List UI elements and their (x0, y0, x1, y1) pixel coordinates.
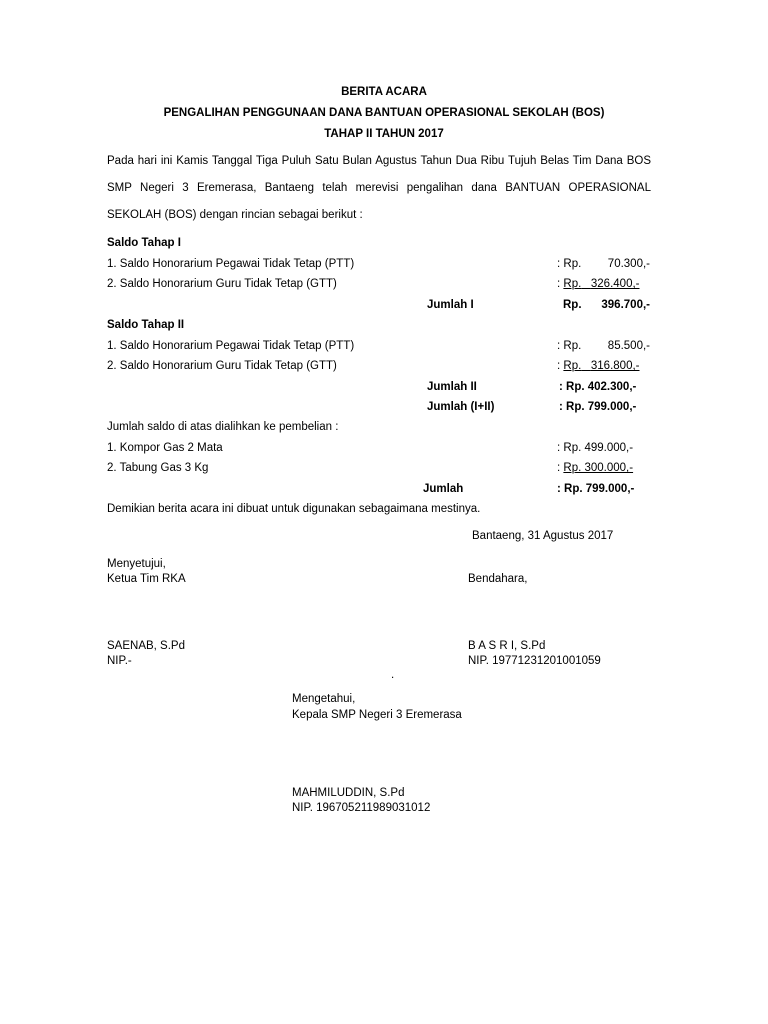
saldo1-item-2-amount: 326.400,- (590, 278, 640, 290)
purchase-item-1-label: 1. Kompor Gas 2 Mata (107, 442, 223, 454)
place-date: Bantaeng, 31 Agustus 2017 (472, 530, 614, 542)
saldo2-item-1-currency: : Rp. (557, 340, 582, 352)
saldo2-item-2-amount: 316.800,- (590, 360, 640, 372)
saldo1-item-1-label: 1. Saldo Honorarium Pegawai Tidak Tetap (PTT) (107, 258, 355, 270)
saldo2-total-label: Jumlah II (427, 381, 477, 393)
saldo1-total-label: Jumlah I (427, 299, 474, 311)
treasurer-nip: NIP. 19771231201001059 (468, 655, 601, 667)
doc-subtitle: PENGALIHAN PENGGUNAAN DANA BANTUAN OPERASIONAL SEKOLAH (BOS) (163, 107, 605, 119)
saldo2-item-1-label: 1. Saldo Honorarium Pegawai Tidak Tetap (PTT) (107, 340, 355, 352)
approver-nip: NIP.- (107, 655, 132, 667)
saldo2-item-1-amount: 85.500,- (607, 340, 650, 352)
principal-position: Kepala SMP Negeri 3 Eremerasa (292, 709, 462, 721)
saldo2-total-value: : Rp. 402.300,- (559, 381, 637, 393)
saldo1-total-amount: 396.700,- (601, 299, 650, 311)
saldo2-item-2-currency: Rp. (563, 360, 582, 372)
treasurer-name: B A S R I, S.Pd (468, 640, 546, 652)
section-heading-saldo-2: Saldo Tahap II (107, 319, 185, 331)
purchase-total-label: Jumlah (423, 483, 464, 495)
approval-label: Menyetujui, (107, 558, 166, 570)
section-heading-saldo-1: Saldo Tahap I (107, 237, 181, 249)
stray-dot: . (391, 669, 395, 681)
purchase-item-2-value: Rp. 300.000,- (563, 462, 634, 474)
approver-position: Ketua Tim RKA (107, 573, 186, 585)
saldo1-item-2-currency: Rp. (563, 278, 582, 290)
intro-line-3: SEKOLAH (BOS) dengan rincian sebagai berikut : (107, 209, 363, 221)
saldo2-item-2-label: 2. Saldo Honorarium Guru Tidak Tetap (GTT) (107, 360, 337, 372)
purchase-item-1-value: : Rp. 499.000,- (557, 442, 634, 454)
purchase-total-value: : Rp. 799.000,- (557, 483, 635, 495)
saldo1-item-1-currency: : Rp. (557, 258, 582, 270)
saldo2-item-2-amount-line: : Rp. 316.800,- (557, 360, 640, 372)
intro-line-2: SMP Negeri 3 Eremerasa, Bantaeng telah merevisi pengalihan dana BANTUAN OPERASIONAL (107, 182, 651, 194)
principal-name: MAHMILUDDIN, S.Pd (292, 787, 405, 799)
treasurer-position: Bendahara, (468, 573, 528, 585)
saldo1-item-2-label: 2. Saldo Honorarium Guru Tidak Tetap (GTT) (107, 278, 337, 290)
principal-nip: NIP. 196705211989031012 (292, 802, 431, 814)
closing-statement: Demikian berita acara ini dibuat untuk digunakan sebagaimana mestinya. (107, 503, 481, 515)
grand-total-value: : Rp. 799.000,- (559, 401, 637, 413)
doc-phase-year: TAHAP II TAHUN 2017 (324, 128, 444, 140)
doc-title: BERITA ACARA (341, 86, 427, 98)
purchase-item-2-amount-line: : Rp. 300.000,- (557, 462, 634, 474)
grand-total-label: Jumlah (I+II) (427, 401, 495, 413)
saldo1-total-currency: Rp. (563, 299, 582, 311)
saldo1-item-2-amount-line: : Rp. 326.400,- (557, 278, 640, 290)
purchase-item-2-label: 2. Tabung Gas 3 Kg (107, 462, 209, 474)
saldo1-item-1-amount: 70.300,- (607, 258, 650, 270)
approver-name: SAENAB, S.Pd (107, 640, 185, 652)
intro-line-1: Pada hari ini Kamis Tanggal Tiga Puluh Satu Bulan Agustus Tahun Dua Ribu Tujuh Belas Tim Dana BOS (107, 155, 651, 167)
purchase-intro: Jumlah saldo di atas dialihkan ke pembelian : (107, 421, 339, 433)
acknowledge-label: Mengetahui, (292, 693, 356, 705)
